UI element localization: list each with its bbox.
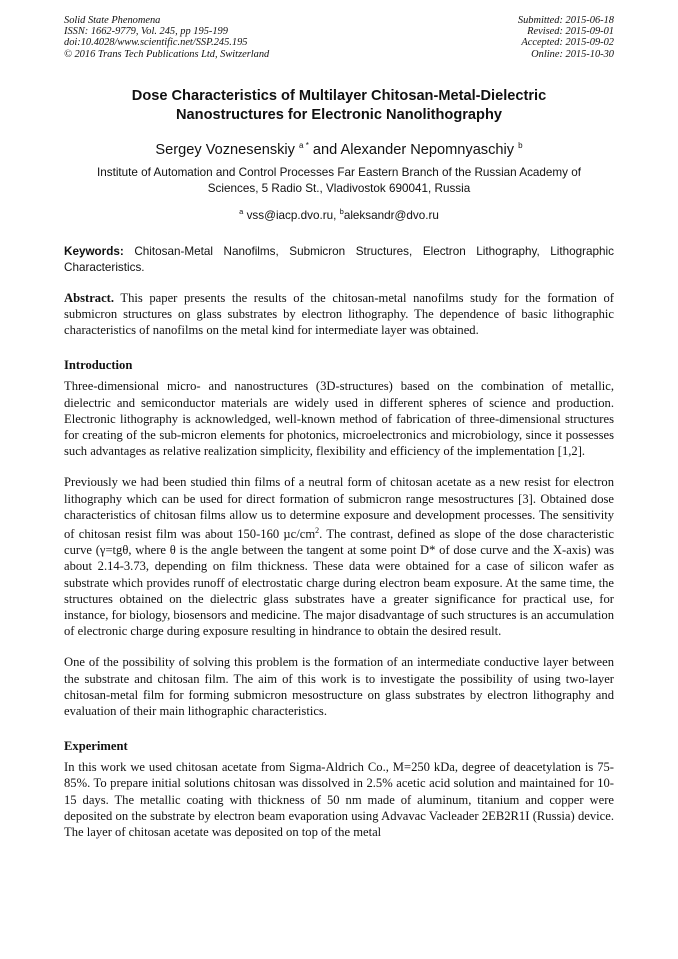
- journal-copyright: © 2016 Trans Tech Publications Ltd, Switzerland: [64, 48, 270, 60]
- keywords-label: Keywords:: [64, 244, 124, 258]
- online-date: Online: 2015-10-30: [531, 48, 614, 60]
- abstract-label: Abstract.: [64, 290, 115, 305]
- abstract: [64, 290, 614, 339]
- introduction-paragraph-2-part-1: Previously we had been studied thin films of a neutral form of chitosan acetate as a new resist for electron lithography which can be used for direct formation of submicron range mesostructures [3]. Obtained dose characteristics of chitosan films allow us to determine exposure and development processes. The sensitivity of chitosan resist film was about 150-160 µc/cm: [64, 475, 614, 542]
- affiliation-line-1: Institute of Automation and Control Processes Far Eastern Branch of the Russian Academy of: [97, 165, 581, 179]
- title-line-1: Dose Characteristics of Multilayer Chitosan-Metal-Dielectric: [131, 87, 547, 104]
- journal-issn: ISSN: 1662-9779, Vol. 245, pp 195-199: [64, 26, 228, 38]
- keywords: [64, 244, 614, 276]
- experiment-paragraph-1: In this work we used chitosan acetate from Sigma-Aldrich Co., M=250 kDa, degree of deacetylation is 75-85%. To prepare initial solutions chitosan was dissolved in 2.5% acetic acid solution and maintained for 10-15 days. The metallic coating with thickness of 50 nm made of aluminum, titanium and copper were deposited on the substrate by electron beam evaporation using Advavac Vacleader 2EB2R1I (Russia) device. The layer of chitosan acetate was deposited on top of the metal: [64, 760, 614, 840]
- abstract-text: This paper presents the results of the chitosan-metal nanofilms study for the formation of submicron structures on glass substrates by electron lithography. The dependence of basic lithographic characteristics of nanofilms on the metal kind for intermediate layer was obtained.: [64, 290, 614, 338]
- authors: [64, 137, 614, 159]
- keywords-text: Chitosan-Metal Nanofilms, Submicron Structures, Electron Lithography, Lithographic Characteristics.: [64, 244, 614, 274]
- introduction-paragraph-1: Three-dimensional micro- and nanostructures (3D-structures) based on the combination of metallic, dielectric and semiconductor materials are widely used in different spheres of science and production. Electronic lithography is acknowledged, well-known method of fabrication of three-dimensional structures for creating of the sub-micron elements for photonics, microelectronics and microbiology, since it possesses such advantages as relative realization simplicity, flexibility and efficiency of the implementation [1,2].: [64, 379, 614, 459]
- experiment-heading: Experiment: [64, 739, 128, 754]
- affiliation-line-2: Sciences, 5 Radio St., Vladivostok 690041, Russia: [207, 181, 471, 195]
- submission-dates: [518, 15, 614, 60]
- author-2-affiliation-mark: b: [518, 140, 523, 150]
- journal-info: [64, 15, 269, 60]
- email-a-mark: a: [239, 206, 244, 216]
- paper-title: [64, 87, 614, 125]
- submitted-date: Submitted: 2015-06-18: [517, 15, 614, 26]
- author-1: Sergey Voznesenskiy: [155, 141, 295, 158]
- revised-date: Revised: 2015-09-01: [527, 26, 614, 38]
- email-b-mark: b: [339, 206, 344, 216]
- introduction-paragraph-2-part-2: . The contrast, defined as slope of the dose characteristic curve (γ=tgθ, where θ is the angle between the tangent at some point D* of dose curve and the X-axis) was about 2.14-3.73, depending on film thickness. These data were obtained for a case of silicon wafer as substrate which provides runoff of electrostatic charge during electron beam exposure. At the same time, the structures obtained on the dielectric glass substrates have a greater significance for practical use, for instance, for biology, biosensors and medicine. The major disadvantage of such structures is an accumulation of electronic charge during exposure resulting in hindrance to obtain the desired result.: [64, 527, 614, 639]
- author-2: Alexander Nepomnyaschiy: [340, 141, 515, 158]
- introduction-heading: Introduction: [64, 358, 133, 373]
- email-b: aleksandr@dvo.ru: [343, 208, 439, 222]
- email-a: vss@iacp.dvo.ru,: [246, 208, 337, 222]
- journal-doi: doi:10.4028/www.scientific.net/SSP.245.195: [64, 37, 248, 49]
- unit-superscript: 2: [315, 526, 320, 536]
- author-emails: [64, 204, 614, 224]
- journal-name: Solid State Phenomena: [64, 15, 161, 26]
- author-1-affiliation-mark: a *: [299, 140, 309, 150]
- affiliation: [64, 165, 614, 197]
- introduction-paragraph-2: [64, 474, 614, 639]
- journal-header: [64, 15, 614, 60]
- title-line-2: Nanostructures for Electronic Nanolithography: [176, 106, 502, 123]
- introduction-paragraph-3: One of the possibility of solving this problem is the formation of an intermediate conductive layer between the substrate and chitosan film. The aim of this work is to investigate the possibility of using two-layer chitosan-metal film for forming submicron mesostructure on glass substrates by electron lithography and evaluation of their main lithographic characteristics.: [64, 655, 614, 719]
- accepted-date: Accepted: 2015-09-02: [521, 37, 614, 49]
- author-connector: and: [308, 141, 341, 158]
- paper-page: [64, 15, 614, 840]
